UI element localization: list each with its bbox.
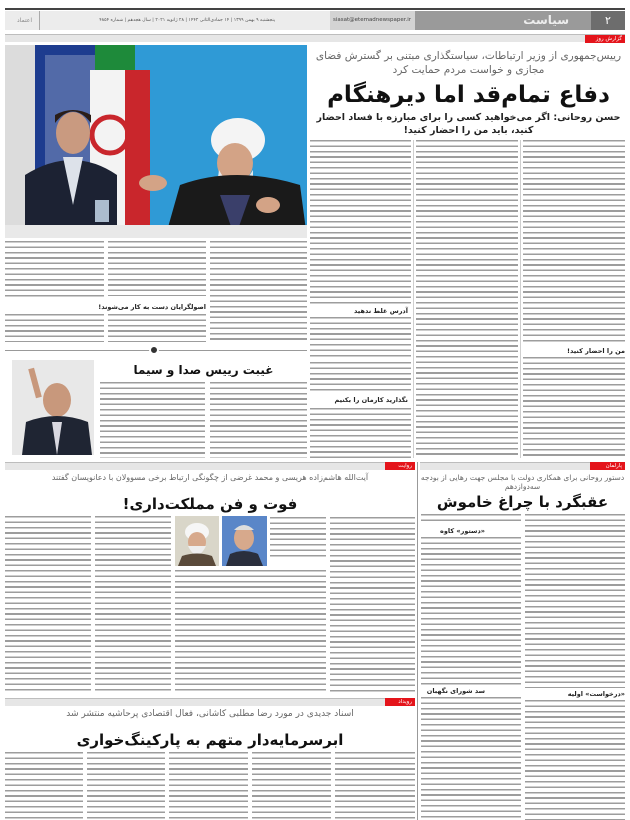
top-story-col-1: [523, 140, 625, 345]
divider-ornament-icon: [149, 345, 159, 355]
top-story-col-7b: [5, 314, 104, 342]
page-header: [5, 11, 625, 30]
bottom-section-kicker: اسناد جدیدی در مورد رضا مطلبی کاشانی، فعال اقتصادی پرحاشیه منتشر شد: [66, 709, 354, 719]
subhead-request: «درخواست» اولیه: [567, 690, 625, 698]
section-label-parliament: پارلمان: [590, 462, 625, 470]
top-story-kicker: رییس‌جمهوری از وزیر ارتباطات، سیاستگذاری مبتنی بر گسترش فضای مجازی و خواست مردم حمایت کرد: [315, 50, 622, 76]
left-section-headline: فوت و فن مملکت‌داری!: [122, 495, 298, 513]
sidebar-headline: غیبت رییس صدا و سیما: [133, 363, 274, 377]
divider: [520, 140, 521, 458]
right-col-2: [421, 514, 521, 525]
top-story-col-5: [210, 241, 307, 341]
row3-band: [5, 698, 415, 706]
top-story-col-3b: [310, 317, 411, 357]
bottom-col-4: [87, 752, 165, 820]
section-email[interactable]: siasat@etemadnewspaper.ir: [330, 11, 415, 30]
subhead-me: من را احضار کنید!: [567, 347, 625, 355]
right-section-kicker: دستور روحانی برای همکاری دولت با مجلس جهت رهایی از بودجه سه‌دوازدهم: [420, 473, 625, 491]
section-label-narrative: روایت: [385, 462, 415, 470]
right-col-1b: [525, 700, 625, 820]
top-story-col-2: [416, 140, 518, 458]
top-rule: [5, 8, 625, 10]
divider: [413, 140, 414, 458]
section-label-event: رویداد: [385, 698, 415, 706]
section-divider-vertical: [417, 462, 418, 820]
subhead-order: «دستور» کاوه: [440, 527, 485, 535]
bottom-col-5: [5, 752, 83, 820]
portrait-hashemzadeh: [175, 516, 219, 566]
subhead-principlists: اصولگرایان دست به کار می‌شوند!: [98, 303, 206, 311]
left-col-4: [5, 516, 91, 693]
dateline: پنجشنبه ۹ بهمن ۱۳۹۹ | ۱۴ جمادی‌الثانی ۱۴۴۲ | ۲۸ ژانویه ۲۰۲۱ | سال هجدهم | شماره ۴۸۵۴: [99, 18, 275, 23]
left-col-3: [95, 516, 171, 693]
bottom-col-2: [252, 752, 331, 820]
subhead-guardian-council: سد شورای نگهبان: [426, 687, 485, 695]
right-col-1: [525, 514, 625, 688]
page-number: ۲: [591, 11, 625, 30]
subhead-address: آدرس غلط ندهید: [354, 307, 408, 315]
section-label-report: گزارش روز: [585, 35, 625, 43]
top-story-col-1b: [523, 357, 625, 457]
top-story-col-4b: [310, 408, 411, 458]
sidebar-col-1: [210, 382, 307, 458]
top-story-subhead: حسن روحانی: اگر می‌خواهید کسی را برای مبارزه با فساد احضار کنید، باید من را احضار کنید!: [316, 112, 621, 136]
top-story-col-6: [108, 241, 206, 296]
bottom-col-1: [335, 752, 415, 820]
top-story-headline: دفاع تمام‌قد اما دیرهنگام: [327, 82, 610, 108]
top-story-col-6b: [108, 314, 206, 342]
top-label-band: [5, 34, 625, 42]
bottom-section-headline: ابرسرمایه‌دار متهم به پارکینگ‌خواری: [76, 731, 344, 749]
portrait-gharazi: [222, 516, 267, 566]
row2-band-left: [5, 462, 415, 470]
sidebar-photo: [12, 360, 94, 455]
left-col-1: [330, 517, 415, 693]
top-story-col-3: [310, 140, 411, 305]
right-col-2b: [421, 537, 521, 685]
sidebar-col-2: [100, 382, 205, 458]
right-col-2c: [421, 697, 521, 820]
left-col-2b: [175, 570, 326, 693]
section-title: سیاست: [415, 11, 591, 30]
right-section-headline: عقبگرد با چراغ خاموش: [436, 493, 609, 511]
newspaper-logo: اعتماد: [10, 11, 40, 30]
left-section-kicker: آیت‌الله هاشم‌زاده هریسی و محمد غرضی از چگونگی ارتباط برخی مسوولان با دعانویسان گفتند: [51, 473, 369, 482]
left-col-2: [270, 517, 326, 559]
bottom-col-3: [169, 752, 248, 820]
top-story-col-7: [5, 241, 104, 299]
top-story-col-4: [310, 362, 411, 392]
subhead-let-us-work: نگذارید کارمان را بکنیم: [334, 396, 408, 404]
top-story-photo: [5, 45, 307, 238]
